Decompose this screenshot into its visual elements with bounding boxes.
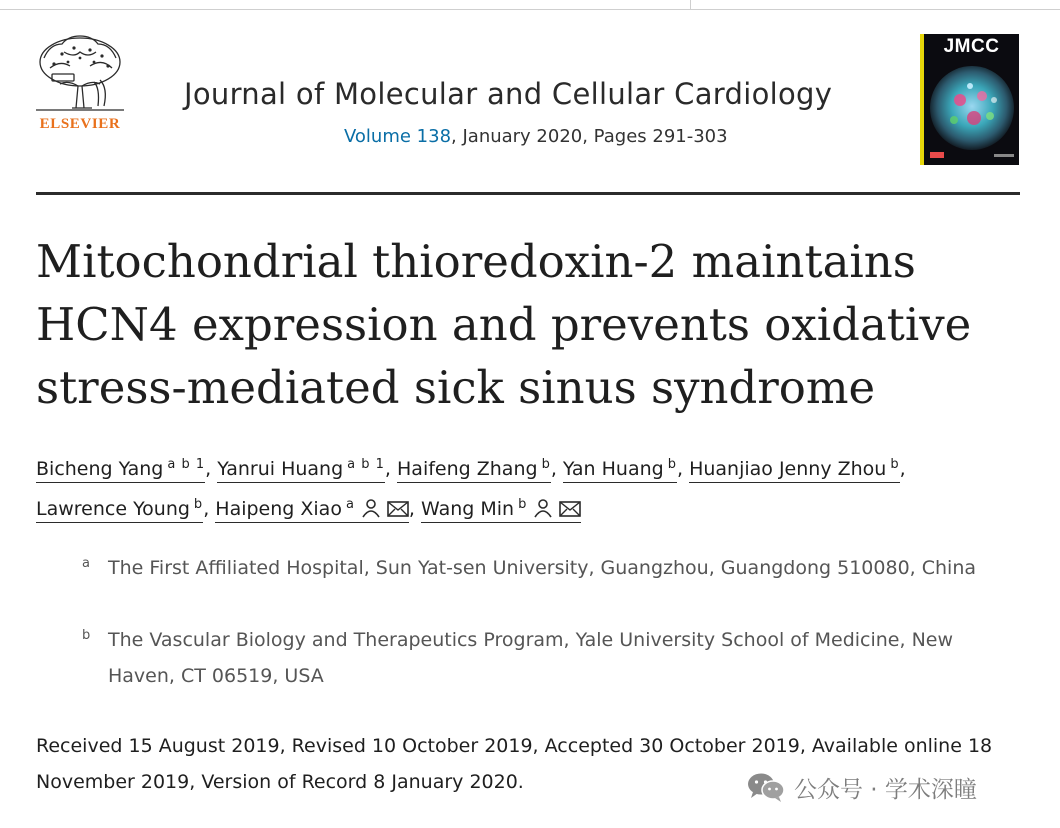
author-name: Lawrence Young <box>36 498 190 520</box>
header-rule <box>36 192 1020 195</box>
elsevier-wordmark: ELSEVIER <box>39 116 121 132</box>
article-title: Mitochondrial thioredoxin-2 maintains HCN4 expression and prevents oxidative stress-mediated sick sinus syndrome <box>36 235 972 414</box>
author-link[interactable] <box>689 458 900 483</box>
author-affiliation-marks: b <box>541 457 551 472</box>
author-affiliation-marks: a b 1 <box>167 457 206 472</box>
top-bar <box>0 0 1060 10</box>
author-affiliation-marks: b <box>667 457 677 472</box>
article-history: Received 15 August 2019, Revised 10 October 2019, Accepted 30 October 2019, Available online 18 November 2019, Version of Record 8 January 2020. <box>36 735 993 793</box>
top-bar-divider <box>690 0 691 9</box>
watermark-text: 公众号 · 学术深瞳 <box>794 776 977 803</box>
author-name: Haipeng Xiao <box>215 498 342 520</box>
author-link[interactable] <box>421 498 581 523</box>
cover-title: JMCC <box>943 36 1000 57</box>
envelope-icon <box>387 500 409 518</box>
author-affiliation-marks: b <box>193 497 204 512</box>
elsevier-tree-icon <box>34 32 126 114</box>
author-separator: , <box>408 498 415 520</box>
affiliation-mark: a <box>82 556 90 571</box>
affiliation-b <box>82 622 1022 694</box>
author-link[interactable] <box>36 498 203 523</box>
author-link[interactable] <box>215 498 409 523</box>
affiliation-text: The First Affiliated Hospital, Sun Yat-sen University, Guangzhou, Guangdong 510080, China <box>108 557 977 579</box>
author-name: Bicheng Yang <box>36 458 164 480</box>
watermark <box>746 770 977 804</box>
author-link[interactable] <box>36 458 205 483</box>
issue-line <box>344 126 728 147</box>
author-affiliation-marks: b <box>890 457 900 472</box>
author-separator: , <box>899 458 906 480</box>
author-separator: , <box>203 498 210 520</box>
elsevier-logo[interactable] <box>34 32 126 134</box>
journal-title-link[interactable]: Journal of Molecular and Cellular Cardiology <box>184 77 833 111</box>
author-link[interactable] <box>217 458 385 483</box>
author-separator: , <box>550 458 557 480</box>
author-separator: , <box>205 458 212 480</box>
author-name: Huanjiao Jenny Zhou <box>689 458 887 480</box>
author-name: Yan Huang <box>562 458 664 480</box>
person-icon <box>361 498 381 518</box>
author-link[interactable] <box>397 458 551 483</box>
author-affiliation-marks: a <box>345 497 355 512</box>
author-name: Haifeng Zhang <box>397 458 538 480</box>
author-separator: , <box>676 458 684 480</box>
issue-details: , January 2020, Pages 291-303 <box>451 126 728 147</box>
wechat-icon <box>746 771 786 803</box>
person-icon <box>533 498 553 518</box>
volume-link[interactable]: Volume 138 <box>344 126 452 147</box>
author-affiliation-marks: b <box>518 497 528 512</box>
cover-cell-image-icon <box>924 60 1019 165</box>
affiliation-text: The Vascular Biology and Therapeutics Program, Yale University School of Medicine, New Haven, CT 06519, USA <box>108 629 954 687</box>
author-name: Wang Min <box>421 498 515 520</box>
author-name: Yanrui Huang <box>217 458 344 480</box>
author-list <box>36 447 1036 527</box>
affiliation-mark: b <box>82 628 91 643</box>
author-link[interactable] <box>563 458 677 483</box>
affiliation-a <box>82 550 1022 586</box>
envelope-icon <box>559 500 581 518</box>
author-separator: , <box>384 458 391 480</box>
journal-cover-thumbnail[interactable] <box>920 34 1019 165</box>
author-affiliation-marks: a b 1 <box>347 457 385 472</box>
